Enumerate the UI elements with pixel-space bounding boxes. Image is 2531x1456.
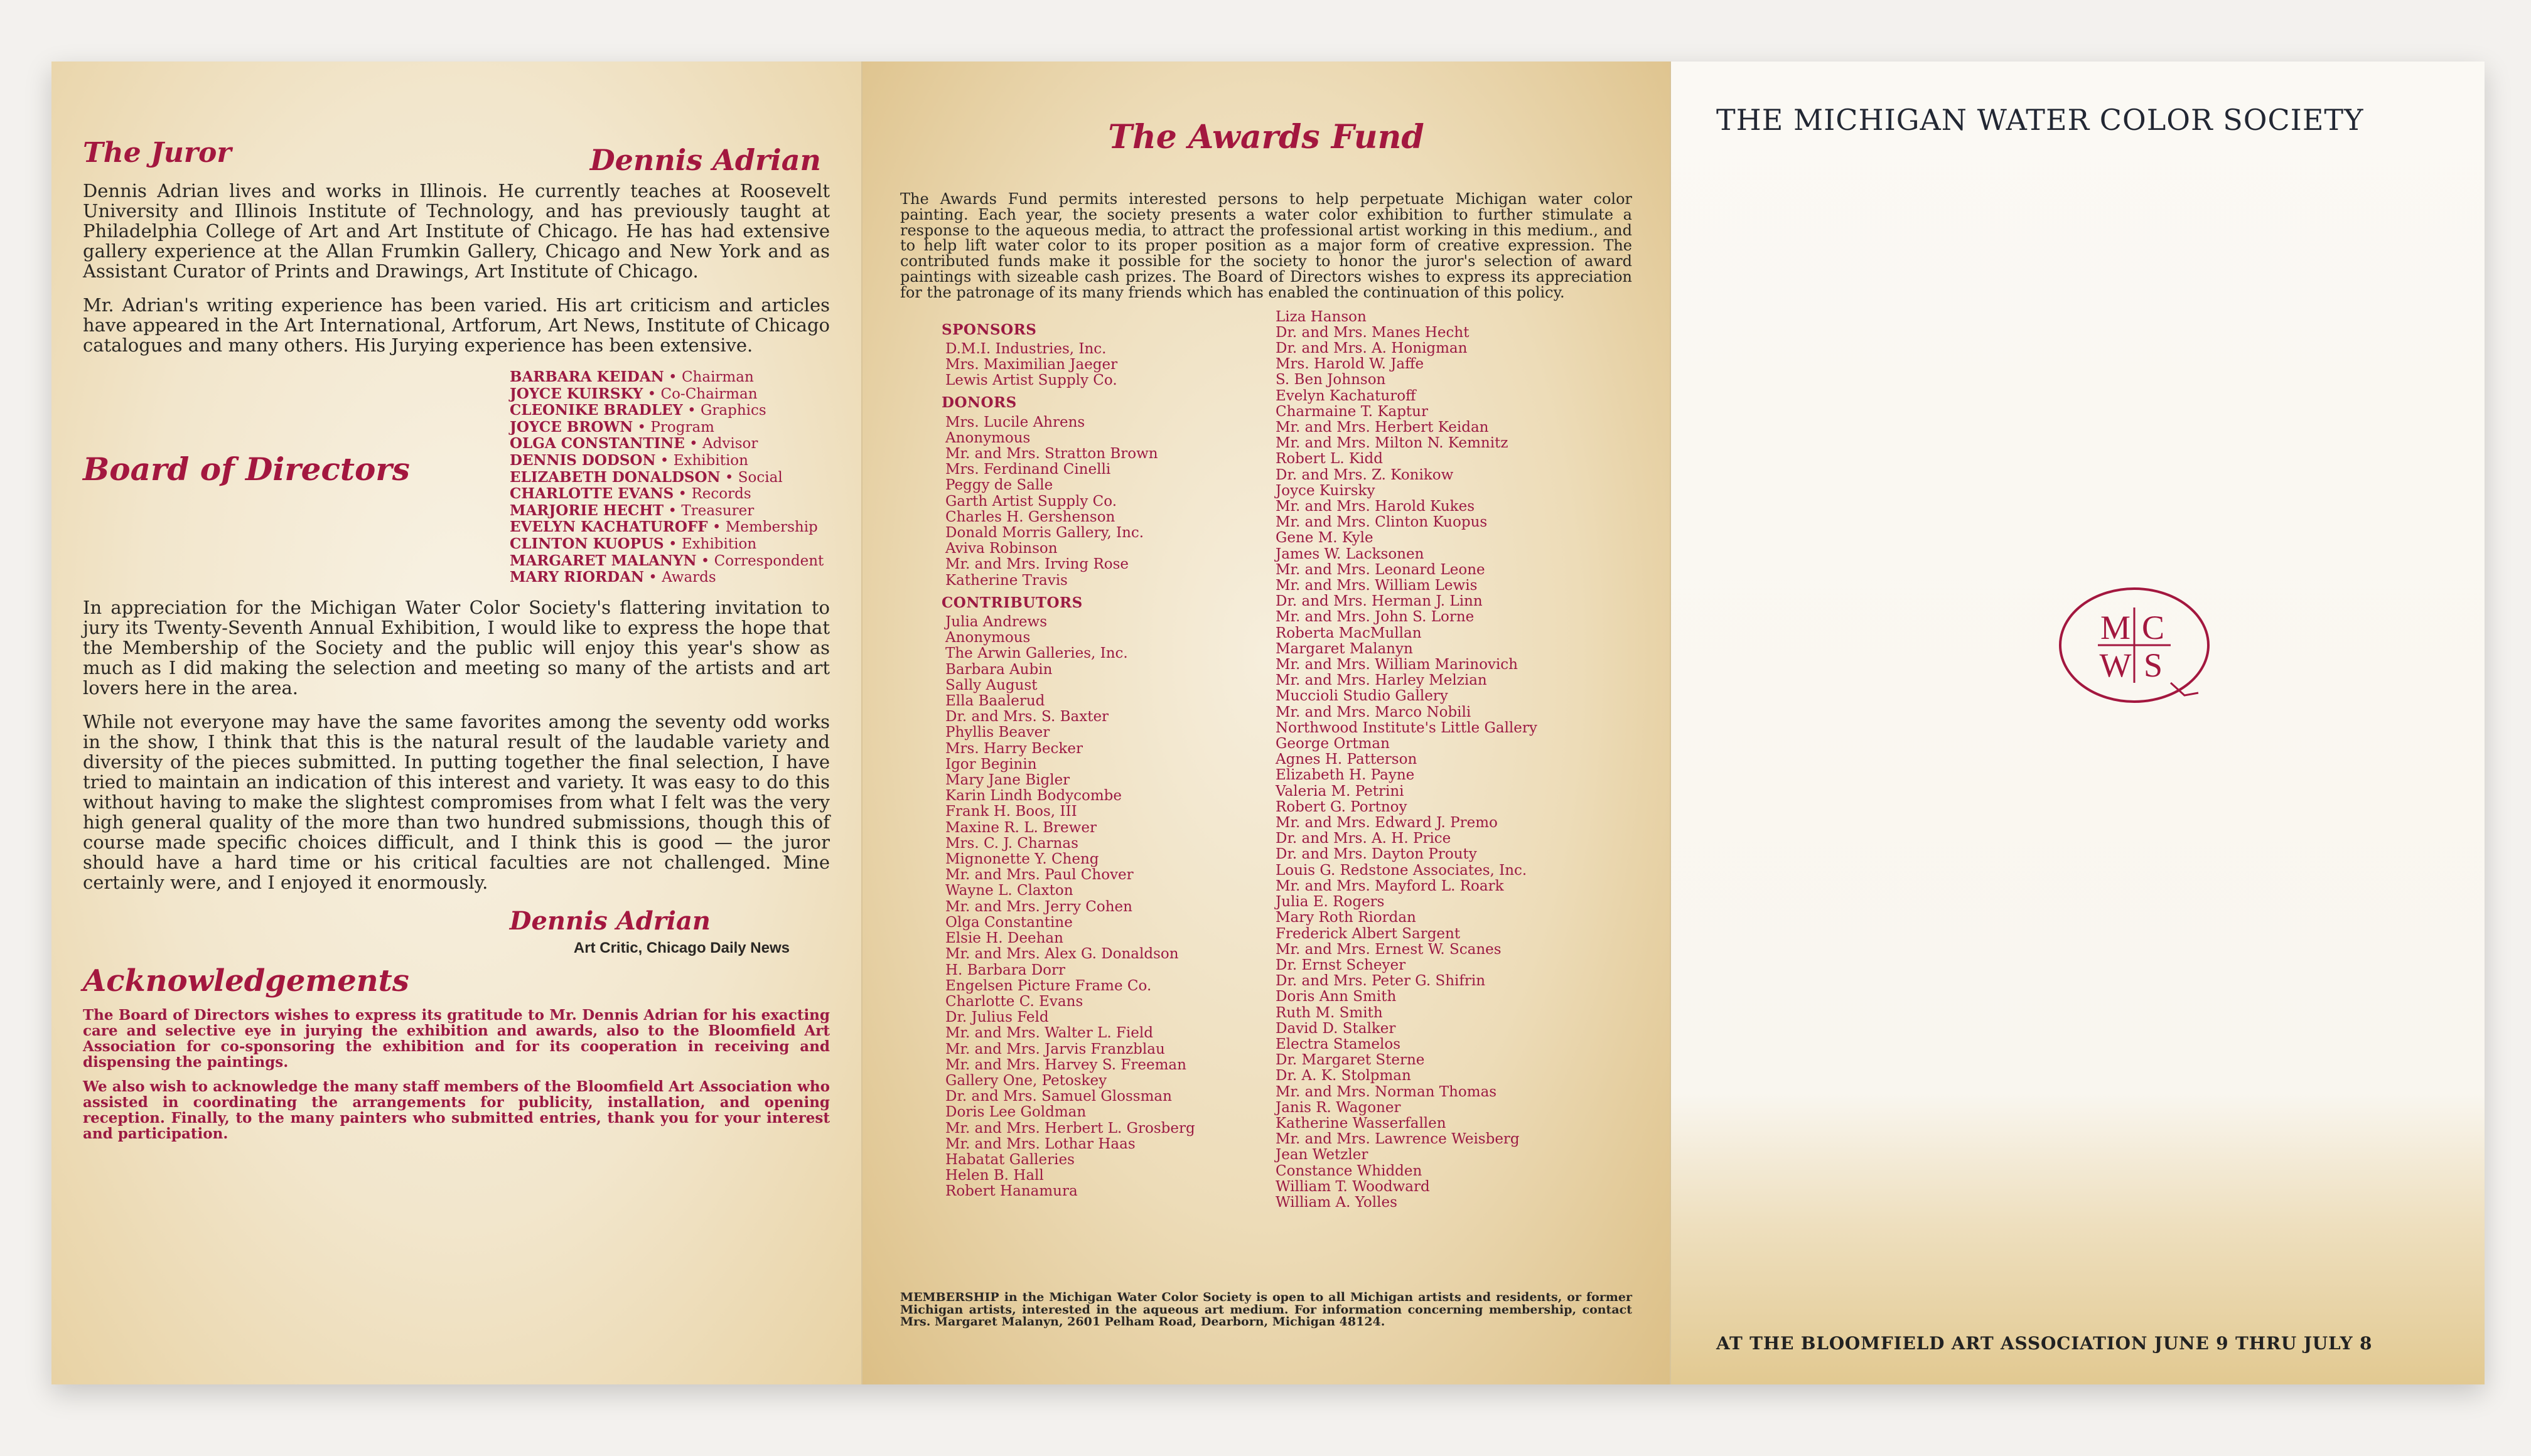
- patron-name: Charles H. Gershenson: [945, 508, 1115, 525]
- patron-name: William T. Woodward: [1276, 1178, 1430, 1195]
- bullet-separator: •: [664, 535, 682, 552]
- juror-header: [83, 137, 830, 181]
- patron-name: Anonymous: [945, 629, 1031, 646]
- bullet-separator: •: [655, 452, 674, 469]
- patron-name: Mr. and Mrs. Irving Rose: [945, 556, 1129, 573]
- patron-name: Dr. Julius Feld: [945, 1009, 1049, 1026]
- patron-name: Olga Constantine: [945, 914, 1073, 931]
- patron-name: Barbara Aubin: [945, 661, 1053, 678]
- patron-name: Joyce Kuirsky: [1276, 482, 1375, 499]
- patron-name: Mrs. Maximilian Jaeger: [945, 356, 1118, 373]
- board-section: [83, 368, 830, 586]
- board-member-role: Membership: [725, 519, 818, 536]
- board-member-name: JOYCE BROWN: [510, 418, 633, 436]
- signature-title: Art Critic, Chicago Daily News: [573, 939, 790, 956]
- patron-name: David D. Stalker: [1276, 1020, 1396, 1037]
- patron-name: Mary Roth Riordan: [1276, 909, 1416, 926]
- patron-name: Ella Baalerud: [945, 693, 1045, 710]
- board-member-name: MARY RIORDAN: [510, 569, 644, 586]
- patron-name: H. Barbara Dorr: [945, 961, 1066, 978]
- board-member-role: Social: [738, 469, 783, 486]
- patron-name: James W. Lacksonen: [1276, 545, 1424, 562]
- patron-name: Maxine R. L. Brewer: [945, 819, 1097, 836]
- patron-name: Mr. and Mrs. William Lewis: [1276, 577, 1478, 594]
- patron-name: Margaret Malanyn: [1276, 640, 1413, 657]
- board-member-name: BARBARA KEIDAN: [510, 368, 664, 385]
- patron-name: Dr. and Mrs. A. Honigman: [1276, 340, 1468, 356]
- patron-name: Anonymous: [945, 429, 1031, 446]
- patron-name: Elizabeth H. Payne: [1276, 767, 1415, 784]
- patron-name: Mrs. Ferdinand Cinelli: [945, 461, 1111, 478]
- patron-name: Mr. and Mrs. Harvey S. Freeman: [945, 1056, 1186, 1073]
- patron-name: Karin Lindh Bodycombe: [945, 788, 1122, 805]
- board-member: [510, 369, 824, 386]
- bullet-separator: •: [664, 369, 682, 385]
- patron-name: Mary Jane Bigler: [945, 772, 1070, 789]
- board-member: [510, 402, 824, 419]
- patron-name: Charlotte C. Evans: [945, 993, 1083, 1010]
- contributors-list-left: [945, 614, 1195, 1200]
- membership-note: MEMBERSHIP in the Michigan Water Color Society is open to all Michigan artists and residents, or former Michigan artists, interested in the aqueous art medium. For information concerning membership, contact Mrs. Margaret Malanyn, 2601 Pelham Road, Dearborn, Michigan 48124.: [900, 1290, 1632, 1329]
- patron-name: Mrs. Harold W. Jaffe: [1276, 356, 1424, 373]
- board-member: [510, 569, 824, 586]
- patron-name: The Arwin Galleries, Inc.: [945, 645, 1128, 662]
- patron-name: Electra Stamelos: [1276, 1036, 1401, 1052]
- patron-name: Muccioli Studio Gallery: [1276, 688, 1448, 705]
- patron-name: Gene M. Kyle: [1276, 530, 1373, 547]
- patron-name: Mr. and Mrs. Herbert L. Grosberg: [945, 1120, 1195, 1137]
- board-member: [510, 486, 824, 503]
- patron-name: Lewis Artist Supply Co.: [945, 372, 1117, 389]
- patron-name: Dr. and Mrs. Herman J. Linn: [1276, 593, 1483, 610]
- patron-name: Mignonette Y. Cheng: [945, 851, 1099, 868]
- patron-name: Mrs. C. J. Charnas: [945, 835, 1078, 852]
- sponsors-heading: SPONSORS: [942, 321, 1037, 338]
- patron-name: Sally August: [945, 677, 1038, 693]
- patron-name: Dr. and Mrs. A. H. Price: [1276, 830, 1451, 847]
- patron-name: Valeria M. Petrini: [1276, 783, 1404, 800]
- patron-name: Mr. and Mrs. Herbert Keidan: [1276, 419, 1489, 436]
- bullet-separator: •: [633, 419, 651, 436]
- statement-paragraph-2: While not everyone may have the same favorites among the seventy odd works in the show, I think that this is the natural result of the laudable variety and diversity of the pieces submitted. In putting together the final selection, I have tried to maintain an indication of this interest and variety. It was easy to do this without having to make the slightest compromises from what I felt was the very high general quality of the more than two hundred submissions, though this of course made specific choices difficult, and I think this is good — the juror should have a hard time or his critical faculties are not challenged. Mine certainly were, and I enjoyed it enormously.: [83, 711, 830, 893]
- patron-name: Mr. and Mrs. Norman Thomas: [1276, 1083, 1497, 1100]
- patron-name: William A. Yolles: [1276, 1194, 1397, 1211]
- donors-heading: DONORS: [942, 394, 1017, 412]
- board-member-name: OLGA CONSTANTINE: [510, 435, 685, 452]
- board-member: [510, 452, 824, 469]
- board-heading: Board of Directors: [83, 451, 410, 488]
- board-member: [510, 553, 824, 570]
- board-list: [510, 369, 824, 586]
- patron-name: Jean Wetzler: [1276, 1147, 1368, 1164]
- bullet-separator: •: [684, 436, 703, 452]
- patron-name: Frederick Albert Sargent: [1276, 925, 1461, 942]
- brochure: [51, 62, 2485, 1384]
- juror-name: Dennis Adrian: [589, 143, 821, 177]
- board-member-name: CLINTON KUOPUS: [510, 535, 664, 552]
- patron-name: Mr. and Mrs. Paul Chover: [945, 867, 1134, 884]
- patron-name: Mr. and Mrs. Lawrence Weisberg: [1276, 1131, 1520, 1148]
- patron-name: Mr. and Mrs. Clinton Kuopus: [1276, 514, 1488, 531]
- bullet-separator: •: [707, 519, 726, 536]
- board-member-role: Exhibition: [681, 535, 757, 552]
- board-member: [510, 386, 824, 403]
- logo-letter-c: C: [2141, 609, 2165, 646]
- logo-letter-s: S: [2143, 646, 2163, 684]
- patron-name: Dr. Margaret Sterne: [1276, 1052, 1425, 1069]
- juror-panel: [51, 62, 861, 1384]
- patron-name: Dr. and Mrs. S. Baxter: [945, 709, 1109, 725]
- contributors-list-right: [1276, 309, 1537, 1211]
- patron-name: Doris Ann Smith: [1276, 988, 1397, 1005]
- patron-name: Mr. and Mrs. Leonard Leone: [1276, 561, 1485, 578]
- patron-name: Charmaine T. Kaptur: [1276, 403, 1428, 420]
- board-member-role: Advisor: [702, 436, 758, 452]
- board-member-role: Awards: [662, 569, 716, 586]
- patron-name: Aviva Robinson: [945, 540, 1058, 557]
- patron-column-right: [1276, 309, 1537, 1211]
- patron-name: Robert L. Kidd: [1276, 451, 1383, 468]
- juror-writing-paragraph: Mr. Adrian's writing experience has been varied. His art criticism and articles have appeared in the Art International, Artforum, Art News, Institute of Chicago catalogues and many others. His Jurying experience has been extensive.: [83, 294, 830, 356]
- patron-name: Mrs. Harry Becker: [945, 740, 1083, 757]
- bullet-separator: •: [682, 402, 701, 419]
- signature-name: Dennis Adrian: [509, 906, 711, 936]
- patron-name: Doris Lee Goldman: [945, 1104, 1087, 1121]
- cover-panel: [1671, 62, 2485, 1384]
- board-member-role: Co-Chairman: [660, 385, 758, 402]
- board-member-role: Graphics: [701, 402, 766, 419]
- patron-name: Mr. and Mrs. Milton N. Kemnitz: [1276, 435, 1508, 452]
- patron-name: Gallery One, Petoskey: [945, 1072, 1107, 1089]
- patron-name: Frank H. Boos, III: [945, 803, 1077, 820]
- patron-name: Julia Andrews: [945, 614, 1048, 631]
- board-member: [510, 419, 824, 436]
- patron-name: Dr. Ernst Scheyer: [1276, 956, 1406, 973]
- patron-name: Roberta MacMullan: [1276, 624, 1422, 641]
- patron-name: Donald Morris Gallery, Inc.: [945, 525, 1144, 542]
- juror-heading: The Juror: [83, 137, 232, 169]
- contributors-heading: CONTRIBUTORS: [942, 594, 1083, 611]
- logo-letter-m: M: [2100, 609, 2131, 646]
- patron-name: Dr. and Mrs. Manes Hecht: [1276, 324, 1470, 341]
- patron-name: Dr. and Mrs. Z. Konikow: [1276, 466, 1454, 483]
- acknowledgements-heading: Acknowledgements: [83, 963, 409, 998]
- mcws-logo-icon: [2053, 582, 2216, 708]
- patron-name: Phyllis Beaver: [945, 724, 1050, 741]
- board-member: [510, 536, 824, 553]
- patron-name: Helen B. Hall: [945, 1167, 1044, 1184]
- patron-name: Mr. and Mrs. John S. Lorne: [1276, 609, 1475, 626]
- patron-name: Wayne L. Claxton: [945, 882, 1073, 899]
- bullet-separator: •: [643, 569, 662, 586]
- patron-name: Mr. and Mrs. William Marinovich: [1276, 656, 1518, 673]
- board-member: [510, 519, 824, 536]
- acknowledgements-paragraph-2: We also wish to acknowledge the many staff members of the Bloomfield Art Association who assisted in coordinating the arrangements for publicity, installation, and opening reception. Finally, to the many painters who submitted entries, thank you for your interest and participation.: [83, 1078, 830, 1142]
- awards-fund-intro: The Awards Fund permits interested persons to help perpetuate Michigan water color painting. Each year, the society presents a water color exhibition to further stimulate a response to the aqueous media, to attract the professional artist working in this medium., and to help lift water color to its proper position as a major form of creative expression. The contributed funds make it possible for the society to honor the juror's selection of award paintings with sizeable cash prizes. The Board of Directors wishes to express its appreciation for the patronage of its many friends which has enabled the continuation of this policy.: [900, 190, 1632, 301]
- patron-name: Dr. and Mrs. Dayton Prouty: [1276, 846, 1477, 863]
- patron-name: Robert G. Portnoy: [1276, 798, 1407, 815]
- patron-name: George Ortman: [1276, 736, 1390, 752]
- patron-column-left: [942, 316, 1195, 1200]
- board-member: [510, 436, 824, 452]
- patron-name: Mr. and Mrs. Stratton Brown: [945, 446, 1158, 462]
- bullet-separator: •: [664, 502, 682, 519]
- board-member-role: Chairman: [681, 369, 754, 385]
- board-member-role: Records: [691, 486, 751, 503]
- bullet-separator: •: [643, 385, 661, 402]
- juror-bio-paragraph: Dennis Adrian lives and works in Illinois. He currently teaches at Roosevelt University and Illinois Institute of Technology, and has previously taught at Philadelphia College of Art and Art Institute of Chicago. He has had extensive gallery experience at the Allan Frumkin Gallery, Chicago and New York and as Assistant Curator of Prints and Drawings, Art Institute of Chicago.: [83, 180, 830, 282]
- patron-name: Mr. and Mrs. Mayford L. Roark: [1276, 877, 1504, 894]
- society-title: THE MICHIGAN WATER COLOR SOCIETY: [1716, 103, 2364, 137]
- patron-name: D.M.I. Industries, Inc.: [945, 340, 1107, 357]
- patron-columns: [900, 308, 1632, 1257]
- patron-name: Mr. and Mrs. Harold Kukes: [1276, 498, 1475, 515]
- patron-name: Dr. A. K. Stolpman: [1276, 1068, 1411, 1084]
- board-member-name: MARJORIE HECHT: [510, 501, 664, 519]
- acknowledgements-paragraph-1: The Board of Directors wishes to express its gratitude to Mr. Dennis Adrian for his exacting care and selective eye in jurying the exhibition and awards, also to the Bloomfield Art Association for co-sponsoring the exhibition and for its cooperation in receiving and dispensing the paintings.: [83, 1007, 830, 1071]
- patron-name: Julia E. Rogers: [1276, 894, 1385, 911]
- logo-letter-w: W: [2099, 646, 2132, 684]
- board-member-role: Exhibition: [673, 452, 748, 469]
- patron-name: Constance Whidden: [1276, 1162, 1422, 1179]
- patron-name: Garth Artist Supply Co.: [945, 493, 1117, 510]
- bullet-separator: •: [696, 552, 714, 569]
- patron-name: S. Ben Johnson: [1276, 372, 1386, 388]
- board-member-role: Treasurer: [681, 502, 755, 519]
- patron-name: Louis G. Redstone Associates, Inc.: [1276, 862, 1527, 879]
- board-member: [510, 469, 824, 486]
- board-member-role: Program: [650, 419, 714, 436]
- exhibition-dates: AT THE BLOOMFIELD ART ASSOCIATION JUNE 9 THRU JULY 8: [1716, 1333, 2373, 1354]
- patron-name: Elsie H. Deehan: [945, 930, 1063, 947]
- patron-name: Mr. and Mrs. Jerry Cohen: [945, 898, 1132, 915]
- patron-name: Robert Hanamura: [945, 1183, 1078, 1200]
- board-member-name: MARGARET MALANYN: [510, 552, 697, 569]
- patron-name: Northwood Institute's Little Gallery: [1276, 719, 1537, 736]
- board-member-name: ELIZABETH DONALDSON: [510, 468, 721, 486]
- patron-name: Mr. and Mrs. Ernest W. Scanes: [1276, 941, 1502, 958]
- patron-name: Dr. and Mrs. Samuel Glossman: [945, 1088, 1172, 1105]
- patron-name: Mr. and Mrs. Jarvis Franzblau: [945, 1041, 1165, 1057]
- board-member-name: DENNIS DODSON: [510, 451, 656, 469]
- awards-fund-heading: The Awards Fund: [1108, 118, 1424, 156]
- patron-name: Engelsen Picture Frame Co.: [945, 977, 1152, 994]
- donors-list: [945, 415, 1195, 589]
- patron-name: Mr. and Mrs. Harley Melzian: [1276, 672, 1487, 689]
- patron-name: Ruth M. Smith: [1276, 1004, 1383, 1021]
- patron-name: Mr. and Mrs. Walter L. Field: [945, 1025, 1153, 1042]
- patron-name: Igor Beginin: [945, 756, 1037, 773]
- board-member-name: CHARLOTTE EVANS: [510, 485, 674, 503]
- patron-name: Agnes H. Patterson: [1276, 751, 1417, 768]
- patron-name: Liza Hanson: [1276, 308, 1367, 325]
- patron-name: Mr. and Mrs. Lothar Haas: [945, 1135, 1136, 1152]
- patron-name: Peggy de Salle: [945, 477, 1053, 494]
- bullet-separator: •: [674, 486, 692, 503]
- patron-name: Habatat Galleries: [945, 1151, 1075, 1168]
- board-member-name: EVELYN KACHATUROFF: [510, 518, 708, 536]
- patron-name: Katherine Travis: [945, 572, 1068, 589]
- board-member: [510, 503, 824, 520]
- board-member-role: Correspondent: [714, 552, 824, 569]
- patron-name: Dr. and Mrs. Peter G. Shifrin: [1276, 973, 1486, 990]
- patron-name: Katherine Wasserfallen: [1276, 1115, 1446, 1132]
- bullet-separator: •: [720, 469, 738, 486]
- patron-name: Mrs. Lucile Ahrens: [945, 414, 1085, 431]
- sponsors-list: [945, 341, 1195, 389]
- patron-name: Janis R. Wagoner: [1276, 1099, 1401, 1116]
- patron-name: Evelyn Kachaturoff: [1276, 387, 1416, 404]
- patron-name: Mr. and Mrs. Alex G. Donaldson: [945, 946, 1179, 963]
- board-member-name: JOYCE KUIRSKY: [510, 385, 643, 402]
- patron-name: Mr. and Mrs. Marco Nobili: [1276, 704, 1471, 720]
- awards-panel: [861, 62, 1671, 1384]
- statement-paragraph-1: In appreciation for the Michigan Water Color Society's flattering invitation to jury its Twenty-Seventh Annual Exhibition, I would like to express the hope that the Membership of the Society and the public will enjoy this year's show as much as I did making the selection and meeting so many of the artists and art lovers here in the area.: [83, 597, 830, 699]
- board-member-name: CLEONIKE BRADLEY: [510, 402, 683, 419]
- patron-name: Mr. and Mrs. Edward J. Premo: [1276, 815, 1498, 832]
